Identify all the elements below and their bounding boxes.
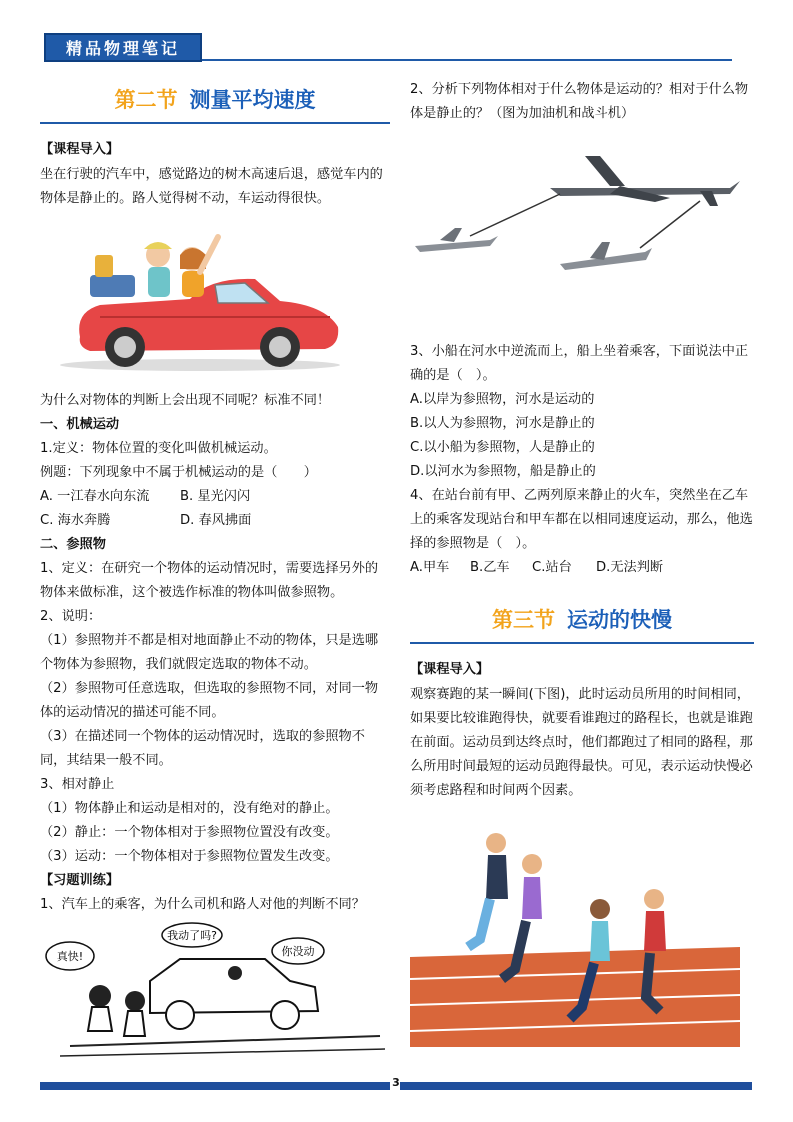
heading-mechanical-motion: 一、机械运动 [40,417,120,432]
q3-option-d: D.以河水为参照物，船是静止的 [410,464,596,479]
question-text: 为什么对物体的判断上会出现不同呢？标准不同！ [40,393,331,408]
page-number: 3 [392,1076,400,1089]
section-number: 第二节 [114,88,178,112]
example-options-row-2 [40,509,390,533]
section-name: 运动的快慢 [567,608,672,632]
header-rule [202,59,732,61]
section-name: 测量平均速度 [189,88,316,112]
convertible-car-illustration [40,217,390,377]
car-pedestrians-illustration [40,921,390,1061]
q4-option-b: B.乙车 [470,560,510,575]
practice-label: 【习题训练】 [40,873,120,888]
relative-2: （2）静止：一个物体相对于参照物位置没有改变。 [40,825,339,840]
intro-text: 坐在行驶的汽车中，感觉路边的树木高速后退，感觉车内的物体是静止的。路人觉得树不动，车运动得很快。 [40,167,383,206]
footer-rule-right [400,1082,752,1090]
q4-option-c: C.站台 [532,560,572,575]
relative-3: （3）运动：一个物体相对于参照物位置发生改变。 [40,849,339,864]
heading-reference-object: 二、参照物 [40,537,106,552]
explanation-1: （1）参照物并不都是相对地面静止不动的物体，只是选哪个物体为参照物，我们就假定选取的物体不动。 [40,633,379,672]
practice-question-3: 3、小船在河水中逆流而上，船上坐着乘客，下面说法中正确的是（ ）。 [410,344,749,383]
example-question: 例题：下列现象中不属于机械运动的是（ ） [40,465,317,480]
option-a: A. 一江春水向东流 [40,489,150,504]
bubble-did-i-move: 我动了吗? [167,929,217,942]
q4-option-a: A.甲车 [410,560,450,575]
q4-option-d: D.无法判断 [596,560,664,575]
relative-rest-heading: 3、相对静止 [40,777,115,792]
header-tag: 精品物理笔记 [44,33,202,62]
example-options-row-1 [40,485,390,509]
practice-question-1: 1、汽车上的乘客，为什么司机和路人对他的判断不同？ [40,897,365,912]
section-title-2 [40,78,390,124]
q3-option-b: B.以人为参照物，河水是静止的 [410,416,595,431]
q3-option-c: C.以小船为参照物，人是静止的 [410,440,595,455]
relative-1: （1）物体静止和运动是相对的，没有绝对的静止。 [40,801,339,816]
intro-label: 【课程导入】 [410,662,490,677]
right-column [410,78,754,1049]
q4-options [410,556,754,580]
left-column [40,78,390,1061]
definition-2: 1、定义：在研究一个物体的运动情况时，需要选择另外的物体来做标准，这个被选作标准的物体叫做参照物。 [40,561,379,600]
bubble-fast: 真快! [56,950,84,963]
option-b: B. 星光闪闪 [180,489,251,504]
intro-text: 观察赛跑的某一瞬间(下图)，此时运动员所用的时间相同，如果要比较谁跑得快，就要看谁跑过的路程长，也就是谁跑在前面。运动员到达终点时，他们都跑过了相同的路程，那么所用时间最短的运动员跑得最快。可见，表示运动快慢必须考虑路程和时间两个因素。 [410,687,753,798]
explanation-3: （3）在描述同一个物体的运动情况时，选取的参照物不同，其结果一般不同。 [40,729,365,768]
definition-1: 1.定义：物体位置的变化叫做机械运动。 [40,441,277,456]
bubble-you-didnt-move: 你没动 [281,945,315,958]
section-title-3 [410,598,754,644]
runners-illustration [410,829,740,1049]
intro-label: 【课程导入】 [40,142,120,157]
q3-option-a: A.以岸为参照物，河水是运动的 [410,392,595,407]
practice-question-4: 4、在站台前有甲、乙两列原来静止的火车，突然坐在乙车上的乘客发现站台和甲车都在以相同速度运动，那么，他选择的参照物是（ ）。 [410,488,753,551]
refueling-aircraft-illustration [410,136,754,276]
explanation-heading: 2、说明： [40,609,102,624]
footer-rule-left [40,1082,390,1090]
section-number: 第三节 [492,608,555,632]
practice-question-2: 2、分析下列物体相对于什么物体是运动的？相对于什么物体是静止的？（图为加油机和战斗机） [410,82,749,121]
option-c: C. 海水奔腾 [40,513,111,528]
explanation-2: （2）参照物可任意选取，但选取的参照物不同，对同一物体的运动情况的描述可能不同。 [40,681,379,720]
option-d: D. 春风拂面 [180,513,252,528]
